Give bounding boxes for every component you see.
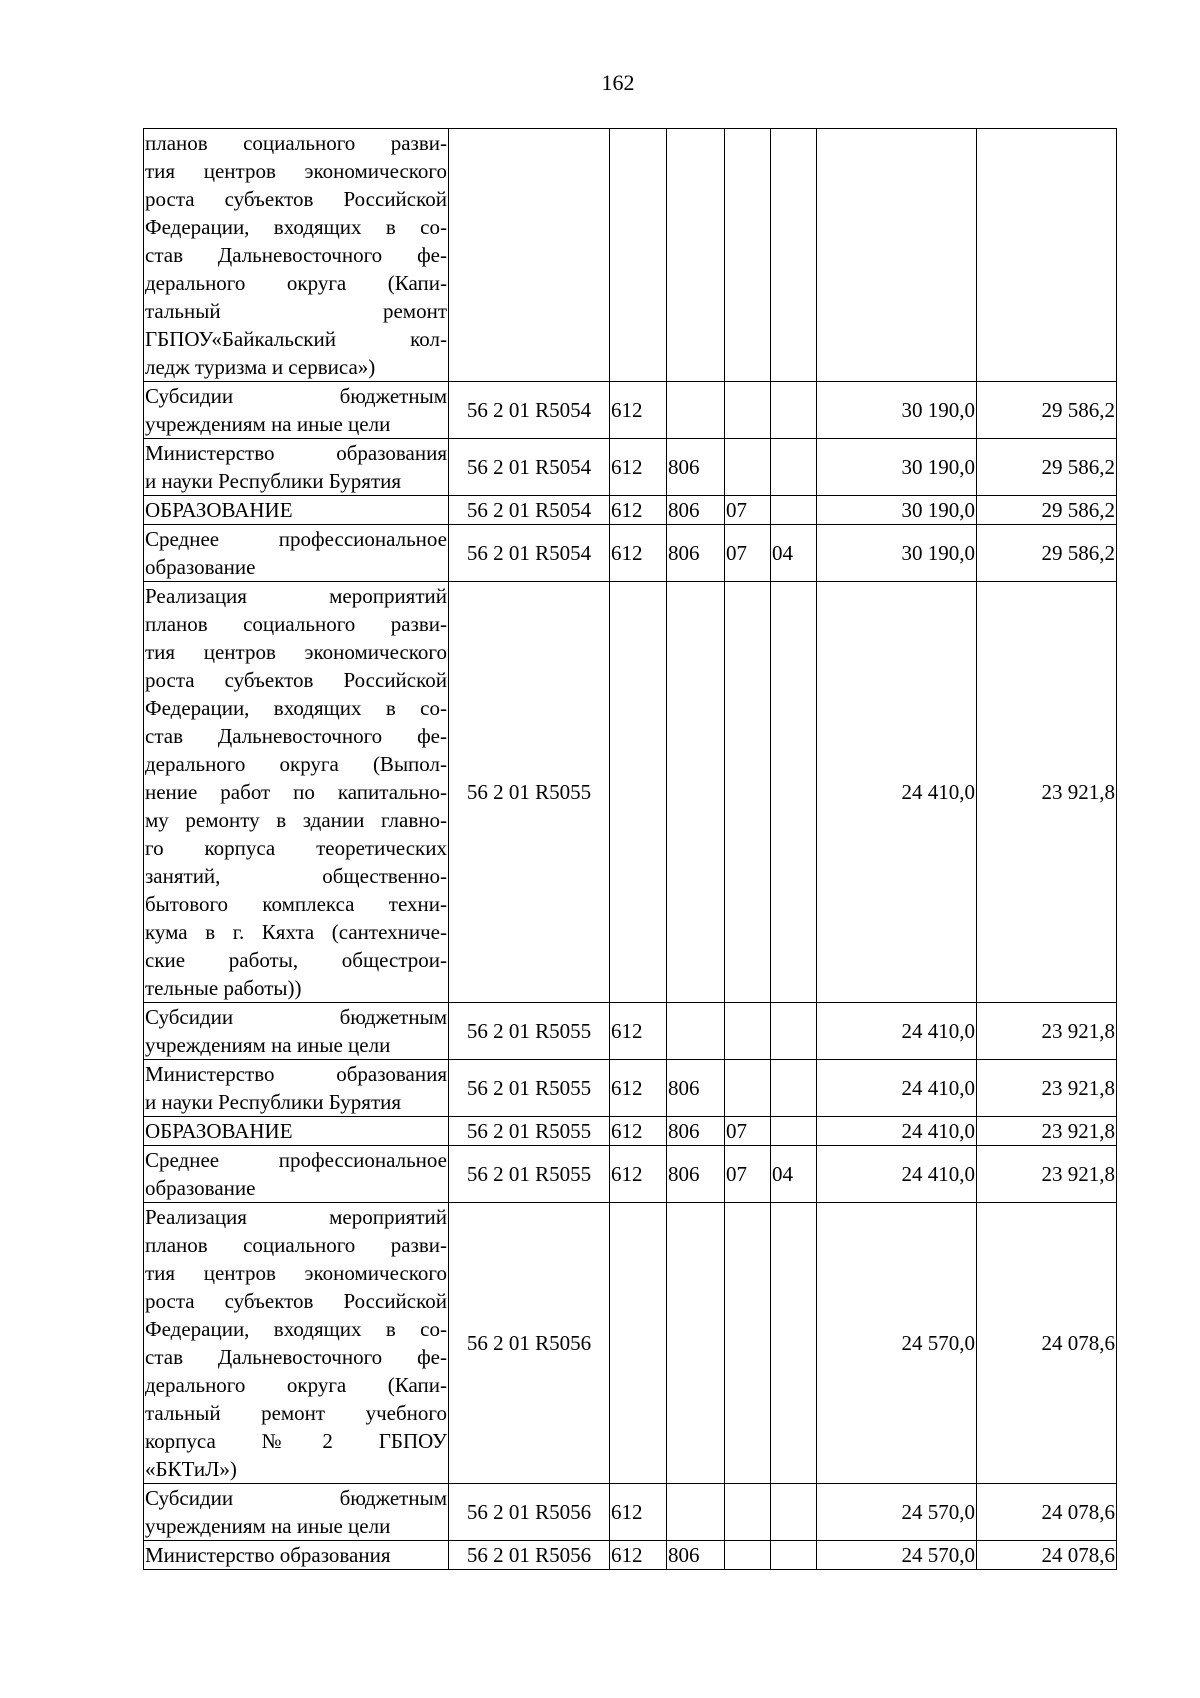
row-name-line: Министерство образования bbox=[145, 1543, 391, 1567]
subsection-cell bbox=[771, 1484, 817, 1541]
amount-2-cell: 24 078,6 bbox=[977, 1203, 1117, 1484]
amount-2-cell: 29 586,2 bbox=[977, 382, 1117, 439]
table-row bbox=[144, 1541, 1117, 1570]
ministry-code-cell bbox=[667, 1203, 725, 1484]
row-name-line: Министерство образования bbox=[145, 1062, 447, 1086]
table-row bbox=[144, 1146, 1117, 1203]
expense-type-cell: 612 bbox=[610, 1146, 667, 1203]
table-row bbox=[144, 1060, 1117, 1117]
row-name-line: став Дальневосточного фе- bbox=[145, 724, 447, 748]
amount-2-cell: 24 078,6 bbox=[977, 1484, 1117, 1541]
row-name-line: корпуса №2 ГБПОУ bbox=[145, 1429, 447, 1453]
expense-type-cell bbox=[610, 582, 667, 1003]
amount-2-cell: 23 921,8 bbox=[977, 1117, 1117, 1146]
amount-1-cell: 30 190,0 bbox=[817, 525, 977, 582]
row-name-line: роста субъектов Российской bbox=[145, 1289, 447, 1313]
subsection-cell bbox=[771, 1003, 817, 1060]
ministry-code-cell bbox=[667, 582, 725, 1003]
row-name-line: ГБПОУ«Байкальский кол- bbox=[145, 327, 447, 351]
row-name-line: Федерации, входящих в со- bbox=[145, 215, 447, 239]
row-name-line: образование bbox=[145, 555, 256, 579]
subsection-cell: 04 bbox=[771, 525, 817, 582]
row-name-line: тальный ремонт bbox=[145, 299, 447, 323]
row-name-line: тия центров экономического bbox=[145, 1261, 447, 1285]
row-name-cell bbox=[144, 1146, 449, 1203]
row-name-line: бытового комплекса техни- bbox=[145, 892, 447, 916]
expense-type-cell bbox=[610, 129, 667, 382]
row-name-cell bbox=[144, 1484, 449, 1541]
row-name-cell bbox=[144, 1003, 449, 1060]
row-name-line: учреждениям на иные цели bbox=[145, 1033, 391, 1057]
row-name-cell bbox=[144, 525, 449, 582]
amount-2-cell: 29 586,2 bbox=[977, 496, 1117, 525]
row-name-line: дерального округа (Капи- bbox=[145, 271, 447, 295]
amount-1-cell: 24 410,0 bbox=[817, 1117, 977, 1146]
row-name-line: «БКТиЛ») bbox=[145, 1457, 237, 1481]
table-body bbox=[144, 129, 1117, 1570]
row-name-line: тия центров экономического bbox=[145, 640, 447, 664]
budget-table bbox=[143, 128, 1117, 1570]
row-name-line: го корпуса теоретических bbox=[145, 836, 447, 860]
amount-2-cell bbox=[977, 129, 1117, 382]
subsection-cell bbox=[771, 1541, 817, 1570]
row-name-line: Реализация мероприятий bbox=[145, 1205, 447, 1229]
row-name-line: и науки Республики Бурятия bbox=[145, 1090, 402, 1114]
amount-2-cell: 29 586,2 bbox=[977, 439, 1117, 496]
row-name-line: дерального округа (Капи- bbox=[145, 1373, 447, 1397]
row-name-line: Субсидии бюджетным bbox=[145, 1005, 447, 1029]
row-name-line: ские работы, общестрои- bbox=[145, 948, 447, 972]
subsection-cell bbox=[771, 1060, 817, 1117]
expense-type-cell: 612 bbox=[610, 1484, 667, 1541]
table-row bbox=[144, 1117, 1117, 1146]
row-name-line: му ремонту в здании главно- bbox=[145, 808, 447, 832]
amount-1-cell: 24 410,0 bbox=[817, 582, 977, 1003]
amount-2-cell: 29 586,2 bbox=[977, 525, 1117, 582]
section-cell bbox=[725, 582, 771, 1003]
row-name-cell bbox=[144, 129, 449, 382]
target-article-cell: 56 2 01 R5056 bbox=[449, 1203, 610, 1484]
row-name-cell bbox=[144, 382, 449, 439]
row-name-cell bbox=[144, 582, 449, 1003]
subsection-cell bbox=[771, 496, 817, 525]
section-cell bbox=[725, 1060, 771, 1117]
section-cell: 07 bbox=[725, 525, 771, 582]
row-name-line: учреждениям на иные цели bbox=[145, 1514, 391, 1538]
row-name-line: Министерство образования bbox=[145, 441, 447, 465]
ministry-code-cell bbox=[667, 382, 725, 439]
target-article-cell: 56 2 01 R5056 bbox=[449, 1484, 610, 1541]
section-cell bbox=[725, 1203, 771, 1484]
target-article-cell: 56 2 01 R5054 bbox=[449, 439, 610, 496]
row-name-cell bbox=[144, 1060, 449, 1117]
row-name-line: став Дальневосточного фе- bbox=[145, 243, 447, 267]
row-name-line: дерального округа (Выпол- bbox=[145, 752, 447, 776]
amount-1-cell: 24 410,0 bbox=[817, 1146, 977, 1203]
row-name-line: ледж туризма и сервиса») bbox=[145, 355, 376, 379]
row-name-line: занятий, общественно- bbox=[145, 864, 447, 888]
section-cell: 07 bbox=[725, 1117, 771, 1146]
table-row bbox=[144, 582, 1117, 1003]
expense-type-cell: 612 bbox=[610, 439, 667, 496]
target-article-cell: 56 2 01 R5054 bbox=[449, 382, 610, 439]
table-row bbox=[144, 496, 1117, 525]
target-article-cell: 56 2 01 R5056 bbox=[449, 1541, 610, 1570]
table-row bbox=[144, 382, 1117, 439]
section-cell bbox=[725, 439, 771, 496]
row-name-line: Реализация мероприятий bbox=[145, 584, 447, 608]
row-name-line: ОБРАЗОВАНИЕ bbox=[145, 1119, 293, 1143]
amount-2-cell: 23 921,8 bbox=[977, 1003, 1117, 1060]
expense-type-cell: 612 bbox=[610, 1541, 667, 1570]
subsection-cell: 04 bbox=[771, 1146, 817, 1203]
ministry-code-cell bbox=[667, 129, 725, 382]
row-name-cell bbox=[144, 1203, 449, 1484]
ministry-code-cell: 806 bbox=[667, 496, 725, 525]
row-name-line: образование bbox=[145, 1176, 256, 1200]
row-name-line: Среднее профессиональное bbox=[145, 1148, 447, 1172]
target-article-cell: 56 2 01 R5055 bbox=[449, 1146, 610, 1203]
row-name-line: кума в г. Кяхта (сантехниче- bbox=[145, 920, 447, 944]
section-cell bbox=[725, 1541, 771, 1570]
page-number: 162 bbox=[601, 70, 635, 95]
amount-2-cell: 23 921,8 bbox=[977, 582, 1117, 1003]
ministry-code-cell bbox=[667, 1003, 725, 1060]
row-name-line: учреждениям на иные цели bbox=[145, 412, 391, 436]
table-row bbox=[144, 439, 1117, 496]
row-name-cell bbox=[144, 1117, 449, 1146]
row-name-line: планов социального разви- bbox=[145, 612, 447, 636]
subsection-cell bbox=[771, 582, 817, 1003]
subsection-cell bbox=[771, 439, 817, 496]
target-article-cell: 56 2 01 R5055 bbox=[449, 582, 610, 1003]
amount-1-cell: 24 410,0 bbox=[817, 1060, 977, 1117]
amount-1-cell: 24 570,0 bbox=[817, 1484, 977, 1541]
row-name-line: планов социального разви- bbox=[145, 1233, 447, 1257]
target-article-cell: 56 2 01 R5055 bbox=[449, 1060, 610, 1117]
target-article-cell: 56 2 01 R5054 bbox=[449, 525, 610, 582]
row-name-line: нение работ по капитально- bbox=[145, 780, 447, 804]
row-name-line: Субсидии бюджетным bbox=[145, 1486, 447, 1510]
amount-2-cell: 24 078,6 bbox=[977, 1541, 1117, 1570]
expense-type-cell: 612 bbox=[610, 1117, 667, 1146]
section-cell bbox=[725, 382, 771, 439]
amount-2-cell: 23 921,8 bbox=[977, 1146, 1117, 1203]
row-name-line: Федерации, входящих в со- bbox=[145, 696, 447, 720]
amount-1-cell: 30 190,0 bbox=[817, 496, 977, 525]
row-name-line: ОБРАЗОВАНИЕ bbox=[145, 498, 293, 522]
section-cell: 07 bbox=[725, 1146, 771, 1203]
table-row bbox=[144, 1003, 1117, 1060]
expense-type-cell: 612 bbox=[610, 525, 667, 582]
row-name-line: Субсидии бюджетным bbox=[145, 384, 447, 408]
subsection-cell bbox=[771, 1203, 817, 1484]
ministry-code-cell bbox=[667, 1484, 725, 1541]
target-article-cell: 56 2 01 R5055 bbox=[449, 1117, 610, 1146]
expense-type-cell: 612 bbox=[610, 1060, 667, 1117]
target-article-cell bbox=[449, 129, 610, 382]
amount-1-cell: 24 570,0 bbox=[817, 1541, 977, 1570]
row-name-line: тельные работы)) bbox=[145, 976, 302, 1000]
amount-1-cell bbox=[817, 129, 977, 382]
table-row bbox=[144, 525, 1117, 582]
ministry-code-cell: 806 bbox=[667, 439, 725, 496]
target-article-cell: 56 2 01 R5054 bbox=[449, 496, 610, 525]
row-name-cell bbox=[144, 496, 449, 525]
row-name-line: роста субъектов Российской bbox=[145, 668, 447, 692]
row-name-line: став Дальневосточного фе- bbox=[145, 1345, 447, 1369]
ministry-code-cell: 806 bbox=[667, 1060, 725, 1117]
row-name-line: планов социального разви- bbox=[145, 131, 447, 155]
expense-type-cell bbox=[610, 1203, 667, 1484]
amount-1-cell: 30 190,0 bbox=[817, 439, 977, 496]
ministry-code-cell: 806 bbox=[667, 1146, 725, 1203]
row-name-cell bbox=[144, 439, 449, 496]
ministry-code-cell: 806 bbox=[667, 1117, 725, 1146]
ministry-code-cell: 806 bbox=[667, 525, 725, 582]
table-row bbox=[144, 1203, 1117, 1484]
row-name-line: роста субъектов Российской bbox=[145, 187, 447, 211]
amount-1-cell: 24 570,0 bbox=[817, 1203, 977, 1484]
subsection-cell bbox=[771, 129, 817, 382]
amount-2-cell: 23 921,8 bbox=[977, 1060, 1117, 1117]
expense-type-cell: 612 bbox=[610, 496, 667, 525]
section-cell: 07 bbox=[725, 496, 771, 525]
row-name-line: Среднее профессиональное bbox=[145, 527, 447, 551]
row-name-cell bbox=[144, 1541, 449, 1570]
amount-1-cell: 24 410,0 bbox=[817, 1003, 977, 1060]
section-cell bbox=[725, 1003, 771, 1060]
row-name-line: и науки Республики Бурятия bbox=[145, 469, 402, 493]
target-article-cell: 56 2 01 R5055 bbox=[449, 1003, 610, 1060]
table-row bbox=[144, 129, 1117, 382]
section-cell bbox=[725, 1484, 771, 1541]
subsection-cell bbox=[771, 382, 817, 439]
row-name-line: Федерации, входящих в со- bbox=[145, 1317, 447, 1341]
row-name-line: тальный ремонт учебного bbox=[145, 1401, 447, 1425]
amount-1-cell: 30 190,0 bbox=[817, 382, 977, 439]
ministry-code-cell: 806 bbox=[667, 1541, 725, 1570]
table-row bbox=[144, 1484, 1117, 1541]
expense-type-cell: 612 bbox=[610, 1003, 667, 1060]
row-name-line: тия центров экономического bbox=[145, 159, 447, 183]
expense-type-cell: 612 bbox=[610, 382, 667, 439]
subsection-cell bbox=[771, 1117, 817, 1146]
section-cell bbox=[725, 129, 771, 382]
